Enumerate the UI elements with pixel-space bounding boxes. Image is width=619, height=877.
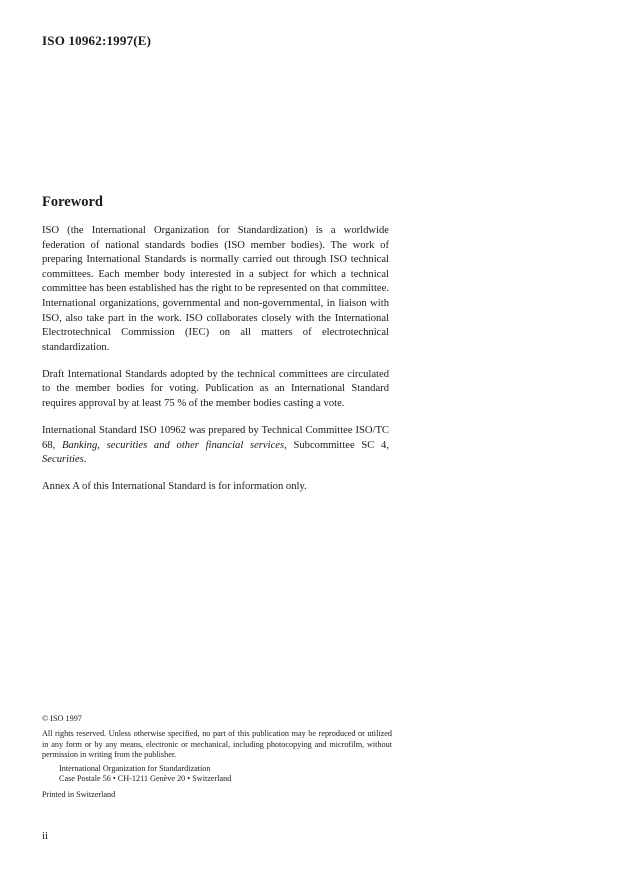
copyright-block — [42, 714, 392, 800]
foreword-paragraph-4: Annex A of this International Standard is for information only. — [42, 481, 307, 493]
paragraph-3-middle: , Subcommittee SC 4, — [284, 439, 389, 451]
foreword-title: Foreword — [42, 194, 103, 210]
foreword-paragraph-3 — [42, 424, 389, 468]
printed-location: Printed in Switzerland — [42, 789, 116, 799]
document-header: ISO 10962:1997(E) — [42, 33, 152, 48]
copyright-notice: © ISO 1997 — [42, 714, 82, 723]
subcommittee-title: Securities — [42, 454, 84, 466]
page-number: ii — [42, 830, 49, 842]
publisher-name: International Organization for Standardization — [59, 764, 211, 774]
foreword-paragraph-2: Draft International Standards adopted by the technical committees are circulated to the member bodies for voting. Publication as an International Standard requires approval by at least 75 % of the member bodies casting a vote. — [42, 368, 389, 410]
publisher-address: Case Postale 56 • CH-1211 Genève 20 • Switzerland — [59, 774, 232, 784]
rights-statement: All rights reserved. Unless otherwise specified, no part of this publication may be reproduced or utilized in any form or by any means, electronic or mechanical, including photocopying and microfilm, without permission in writing from the publisher. — [42, 729, 392, 759]
foreword-body — [42, 224, 389, 508]
paragraph-3-prefix: International Standard ISO 10962 was prepared by Technical Committee ISO/TC 68, — [42, 425, 389, 451]
committee-title: Banking, securities and other financial services — [61, 439, 285, 451]
foreword-paragraph-1: ISO (the International Organization for Standardization) is a worldwide federation of national standards bodies (ISO member bodies). The work of preparing International Standards is normally carried out through ISO technical committees. Each member body interested in a subject for which a technical committee has been established has the right to be represented on that committee. International organizations, governmental and non-governmental, in liaison with ISO, also take part in the work. ISO collaborates closely with the International Electrotechnical Commission (IEC) on all matters of electrotechnical standardization. — [42, 225, 389, 353]
paragraph-3-suffix: . — [83, 454, 87, 466]
